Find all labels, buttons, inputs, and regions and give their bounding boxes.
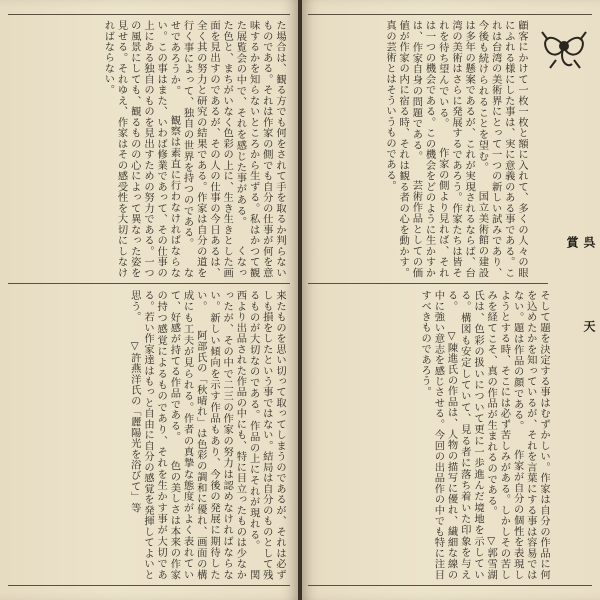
right-lower-para-3: ▽郭雪湖氏は、色彩の扱いについて更に一歩進んだ境地を示している。構図も安定していて、見る者に落ち着いた印象を与える。: [445, 290, 498, 580]
bottom-rule-right: [308, 585, 592, 586]
bottom-rule: [8, 585, 290, 586]
right-lower-text: [310, 290, 550, 580]
left-page: [0, 0, 298, 600]
right-page: [302, 0, 600, 600]
top-rule: [8, 14, 290, 15]
left-lower-para-2: 関西より出品された作品の中にも、特に目立ったものは少なかったが、その中で二三の作家の努力は認めなければならない。新しい傾向を示す作品もあり、今後の発展に期待したい。: [194, 290, 260, 580]
right-lower-para-1: そして題を決定する事はむずかしい。作家は自分の作品に何を込めたかを知っているが、それを言葉にする事は容易ではない。題は作品の顔である。: [511, 290, 550, 580]
right-upper-para-1: 顧客にかけて一枚一枚と額に入れて、多くの人々の眼にふれる様にした事は、実に意義のある事である。これは台湾の美術界にとって一つの新しい試みであり、今後も続けられることを望む。: [476, 20, 528, 278]
left-lower-para-3: 阿部氏の「秋晴れ」は色彩の調和に優れ、画面の構成にも工夫が見られる。作者の真摯な態度がよく表れていて、好感が持てる作品である。: [168, 290, 207, 580]
left-lower-para-1: 来たものを思い切って取ってしまうのであるが、それは必ずしも損をしたという事ではない。結局は自分のものとして残るものが大切なのである。作品の上にそれが現れる。: [247, 290, 286, 580]
author-name: 呉 天 賞: [565, 236, 596, 404]
right-upper-para-3: 作家の側より見れば、それは一つの機会である。この機会をどのように生かすかは、作家自身の問題である。: [410, 20, 449, 278]
ornament-emblem-icon: [534, 18, 594, 74]
left-lower-para-4: 色の美しさは本来の作家の持つ感覚によるものであり、それを生かす事が大切である。若い作家達はもっと自由に自分の感覚を発揮してよいと思う。: [128, 290, 181, 580]
mid-rule-right: [308, 283, 548, 284]
right-upper-para-4: 芸術作品としての価値が作家の内に宿る時、それは観る者の心を動かす。真の芸術とはそういうものである。: [383, 20, 423, 278]
right-lower-para-2: 作家が自分の個性を表現しようとする時、そこには必ず苦しみがある。しかしその苦しみを経てこそ、真の作品が生まれるのである。: [485, 290, 524, 580]
top-rule-right: [308, 14, 592, 15]
left-upper-para-4: 観察は素直に行わなければならない。この事はまた、いわば修業であって、その仕事の上にある独自のものを見出すための努力である。一つの風景にしても、観るものの心によって異なった姿を見せる。それゆえ、作家はその感受性を大切にしなければならない。: [102, 20, 181, 278]
right-lower-para-4: ▽陳進氏の作品は、人物の描写に優れ、繊細な線の中に強い意志を感じさせる。今回の出品作の中でも特に注目すべきものであろう。: [419, 290, 458, 580]
left-upper-para-1: た場合は、観る方でも何をされて手を取るか判らないものである。それは作家の側でも自分の仕事が何を意味するかを知らないところから生ずる。私はかつて観た展覧会の中で、それを感じた事がある。: [234, 20, 286, 278]
left-upper-para-3: なせであろうか。: [168, 20, 194, 278]
left-upper-text: [10, 20, 286, 278]
mid-rule: [8, 283, 290, 284]
left-footer-note: ▽許燕洋氏の「麗陽光を浴びて」等: [128, 340, 141, 513]
right-upper-text: [310, 20, 528, 278]
left-lower-text: [10, 290, 286, 580]
right-upper-para-2: 国立美術館の建設は多年の懸案であるが、これが実現されるならば、台湾の美術はさらに発展するであろう。作家たちは皆それを待ち望んでいる。: [436, 20, 489, 278]
left-upper-para-2: くなった色と、まちがいなく色彩の上に、生き生きとした画面を見出すのであるが、その人の仕事の今日あるは、全く其の努力と研究の結果である。作家は自分の道を行く事によって、独自の世界を持つのである。: [181, 20, 247, 278]
